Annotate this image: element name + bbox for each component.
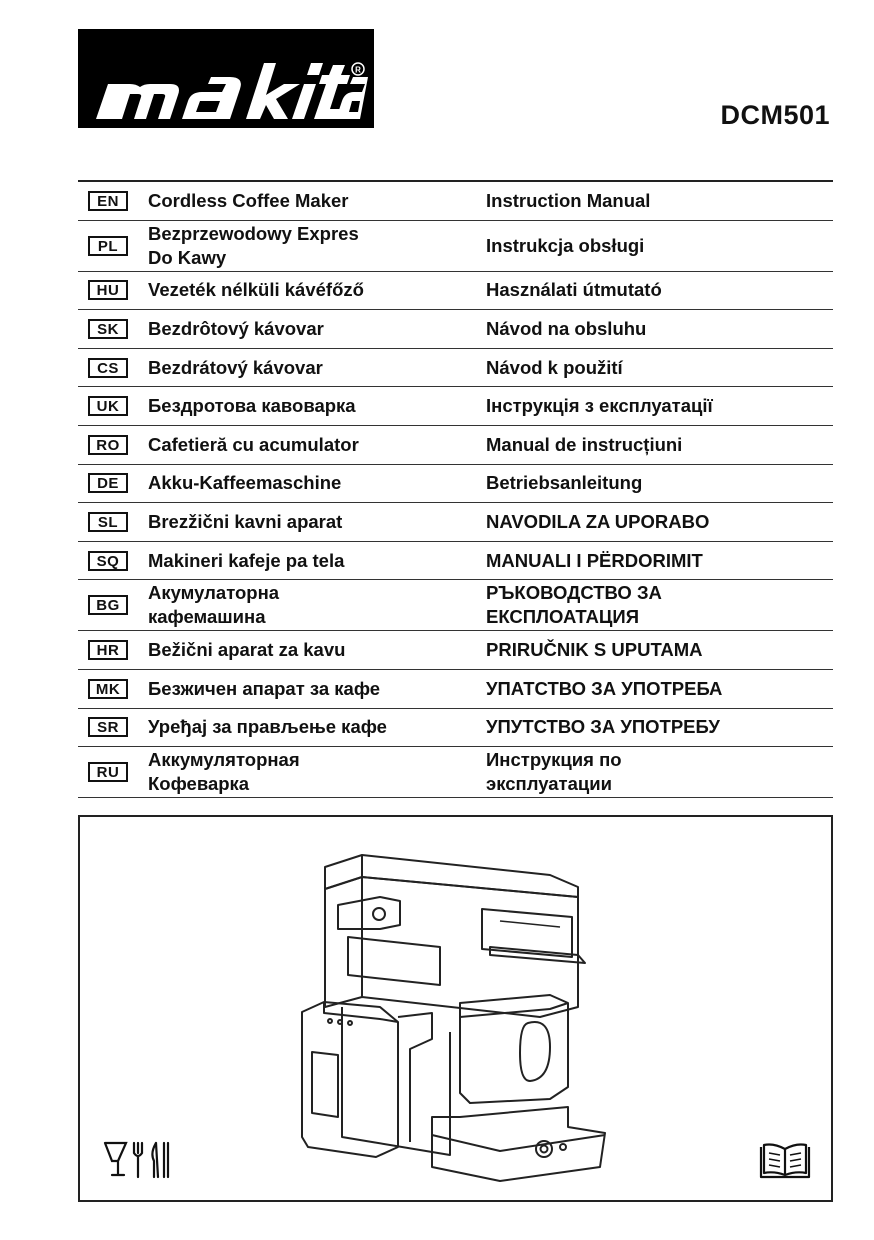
language-row: [78, 542, 833, 581]
product-name: Cafetieră cu acumulator: [148, 433, 359, 455]
product-name: Bezdrôtový kávovar: [148, 317, 324, 339]
product-name: Bezprzewodowy Expres Do Kawy: [148, 222, 359, 268]
food-safe-icon: [102, 1139, 172, 1183]
language-row: [78, 631, 833, 670]
manual-title: Használati útmutató: [486, 279, 662, 301]
product-name: Аккумуляторная Кофеварка: [148, 749, 300, 795]
product-name: Vezeték nélküli kávéfőző: [148, 279, 364, 301]
manual-title: Инструкция по эксплуатации: [486, 749, 622, 795]
makita-logo: [78, 29, 374, 128]
product-name: Bežični aparat za kavu: [148, 639, 346, 661]
manual-title: Betriebsanleitung: [486, 472, 643, 494]
product-name: Акумулаторна кафемашина: [148, 582, 280, 628]
manual-title: УПУТСТВО ЗА УПОТРЕБУ: [486, 716, 720, 738]
language-row: [78, 387, 833, 426]
language-row: [78, 272, 833, 311]
language-row: [78, 221, 833, 272]
coffee-maker-illustration: [80, 817, 831, 1200]
product-name: Бездротова кавоварка: [148, 395, 356, 417]
language-row: [78, 709, 833, 748]
manual-title: MANUALI I PËRDORIMIT: [486, 549, 703, 571]
product-name: Makineri kafeje pa tela: [148, 549, 345, 571]
language-code: UK: [88, 396, 128, 416]
svg-text:R: R: [355, 65, 361, 75]
language-code: HU: [88, 280, 128, 300]
language-row: [78, 182, 833, 221]
manual-title: PRIRUČNIK S UPUTAMA: [486, 639, 703, 661]
language-code: PL: [88, 236, 128, 256]
product-figure: [78, 815, 833, 1202]
language-code: DE: [88, 473, 128, 493]
product-name: Brezžični kavni aparat: [148, 510, 343, 532]
read-manual-icon: [758, 1141, 812, 1181]
language-table: [78, 180, 833, 798]
language-code: HR: [88, 640, 128, 660]
language-code: BG: [88, 595, 128, 615]
language-code: EN: [88, 191, 128, 211]
manual-title: УПАТСТВО ЗА УПОТРЕБА: [486, 677, 723, 699]
manual-title: Instruction Manual: [486, 189, 651, 211]
language-code: SR: [88, 717, 128, 737]
language-code: CS: [88, 358, 128, 378]
language-row: [78, 426, 833, 465]
language-row: [78, 349, 833, 388]
language-row: [78, 310, 833, 349]
language-code: SL: [88, 512, 128, 532]
language-code: RU: [88, 762, 128, 782]
language-row: [78, 503, 833, 542]
manual-title: Instrukcja obsługi: [486, 234, 645, 256]
language-row: [78, 465, 833, 504]
manual-title: Návod k použití: [486, 356, 623, 378]
model-number: DCM501: [720, 100, 830, 130]
manual-title: Manual de instrucțiuni: [486, 433, 683, 455]
product-name: Уређај за прављење кафе: [148, 716, 387, 738]
language-code: RO: [88, 435, 128, 455]
manual-title: Інструкція з експлуатації: [486, 395, 713, 417]
product-name: Bezdrátový kávovar: [148, 356, 323, 378]
language-row: [78, 580, 833, 631]
language-code: SK: [88, 319, 128, 339]
manual-title: NAVODILA ZA UPORABO: [486, 510, 710, 532]
language-row: [78, 670, 833, 709]
language-code: SQ: [88, 551, 128, 571]
product-name: Akku-Kaffeemaschine: [148, 472, 342, 494]
product-name: Cordless Coffee Maker: [148, 189, 349, 211]
manual-title: Návod na obsluhu: [486, 317, 647, 339]
product-name: Безжичен апарат за кафе: [148, 677, 381, 699]
language-row: [78, 747, 833, 798]
language-code: MK: [88, 679, 128, 699]
manual-title: РЪКОВОДСТВО ЗА ЕКСПЛОАТАЦИЯ: [486, 582, 662, 628]
